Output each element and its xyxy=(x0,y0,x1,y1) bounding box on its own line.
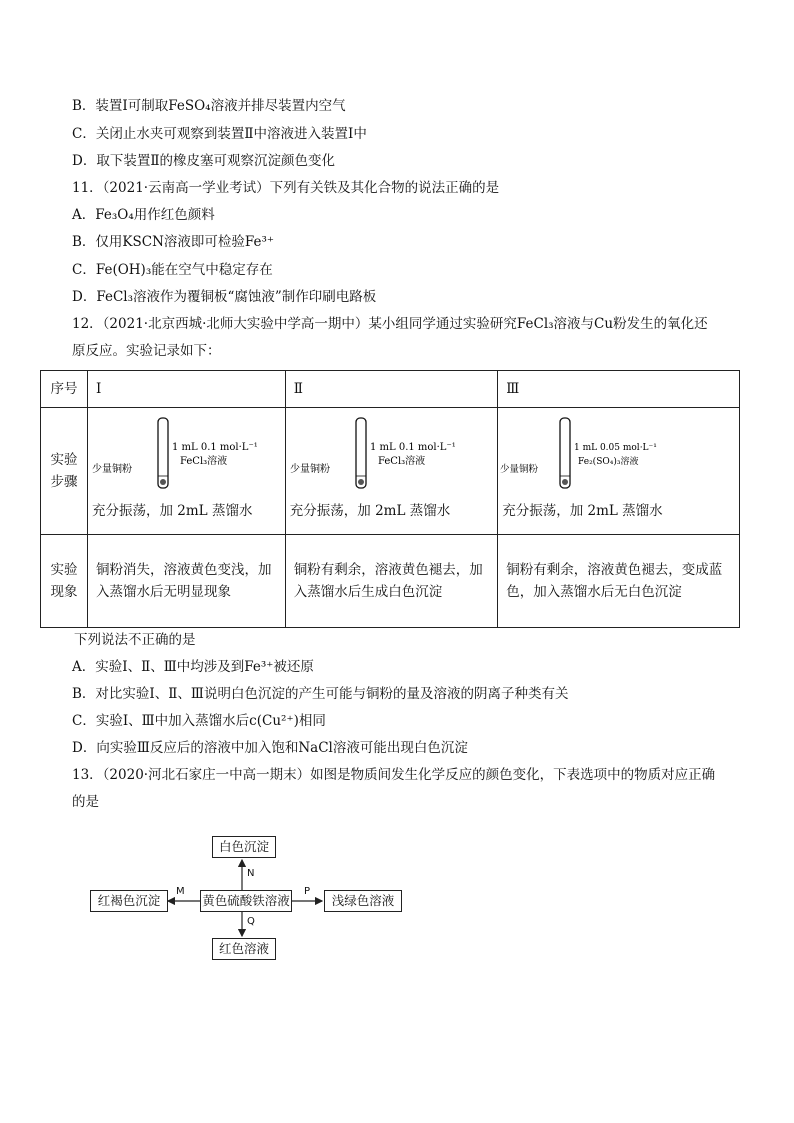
solution-label-2: 1 mL 0.1 mol·L⁻¹ xyxy=(369,442,456,453)
header-exp-1: Ⅰ xyxy=(88,371,286,408)
node-red-solution: 红色溶液 xyxy=(212,938,276,960)
label-m: M xyxy=(176,886,185,897)
label-n: N xyxy=(247,868,255,879)
solution-label-3: 1 mL 0.05 mol·L⁻¹ xyxy=(574,443,658,453)
reaction-diagram xyxy=(90,828,430,968)
solution-name-1: FeCl₃溶液 xyxy=(180,456,228,467)
question-12-option-d: D．向实验Ⅲ反应后的溶液中加入饱和NaCl溶液可能出现白色沉淀 xyxy=(72,740,468,756)
experiment-table xyxy=(40,370,740,628)
solution-name-2: FeCl₃溶液 xyxy=(377,456,425,467)
step-action-2: 充分振荡，加 2mL 蒸馏水 xyxy=(289,503,451,519)
question-12-prompt: 下列说法不正确的是 xyxy=(74,632,196,648)
question-12-option-a: A．实验Ⅰ、Ⅱ、Ⅲ中均涉及到Fe³⁺被还原 xyxy=(72,659,314,675)
header-index: 序号 xyxy=(41,371,88,408)
question-11-option-c: C．Fe(OH)₃能在空气中稳定存在 xyxy=(72,262,273,278)
question-13-stem-line2: 的是 xyxy=(72,794,99,810)
question-11-stem: 11．（2021·云南高一学业考试）下列有关铁及其化合物的说法正确的是 xyxy=(72,180,500,196)
table-row-observations xyxy=(41,535,740,628)
question-13-stem-line1: 13．（2020·河北石家庄一中高一期末）如图是物质间发生化学反应的颜色变化，下表选项中的物质对应正确 xyxy=(72,767,716,783)
step-action-3: 充分振荡，加 2mL 蒸馏水 xyxy=(502,503,663,519)
node-red-brown-precipitate: 红褐色沉淀 xyxy=(90,890,168,912)
option-b-previous: B．装置Ⅰ可制取FeSO₄溶液并排尽装置内空气 xyxy=(72,98,346,114)
table-row-steps xyxy=(41,408,740,535)
label-p: P xyxy=(304,886,311,897)
observation-cell-1: 铜粉消失，溶液黄色变浅，加入蒸馏水后无明显现象 xyxy=(88,535,286,628)
observations-label: 实验现象 xyxy=(41,535,88,628)
test-tube-icon xyxy=(88,408,310,498)
node-light-green-solution: 浅绿色溶液 xyxy=(324,890,402,912)
label-q: Q xyxy=(247,916,255,927)
header-exp-2: Ⅱ xyxy=(285,371,497,408)
table-header-row xyxy=(41,371,740,408)
powder-label-1: 少量铜粉 xyxy=(92,464,132,475)
question-12-stem-line1: 12．（2021·北京西城·北师大实验中学高一期中）某小组同学通过实验研究FeCl₃溶液与Cu粉发生的氧化还 xyxy=(72,316,708,332)
question-11-option-a: A．Fe₃O₄用作红色颜料 xyxy=(72,207,215,223)
header-exp-3: Ⅲ xyxy=(498,371,740,408)
node-white-precipitate: 白色沉淀 xyxy=(212,836,276,858)
option-d-previous: D．取下装置Ⅱ的橡皮塞可观察沉淀颜色变化 xyxy=(72,153,335,169)
solution-name-3: Fe₂(SO₄)₃溶液 xyxy=(578,457,639,467)
powder-label-3: 少量铜粉 xyxy=(500,464,539,475)
question-12-option-b: B．对比实验Ⅰ、Ⅱ、Ⅲ说明白色沉淀的产生可能与铜粉的量及溶液的阴离子种类有关 xyxy=(72,686,569,702)
steps-label: 实验步骤 xyxy=(41,408,88,535)
question-12-stem-line2: 原反应。实验记录如下： xyxy=(72,343,221,359)
step-cell-3 xyxy=(498,408,740,535)
step-cell-2 xyxy=(285,408,497,535)
step-action-1: 充分振荡，加 2mL 蒸馏水 xyxy=(92,503,253,519)
observation-cell-2: 铜粉有剩余，溶液黄色褪去，加入蒸馏水后生成白色沉淀 xyxy=(285,535,497,628)
question-12-option-c: C．实验Ⅰ、Ⅲ中加入蒸馏水后c(Cu²⁺)相同 xyxy=(72,713,326,729)
question-11-option-b: B．仅用KSCN溶液即可检验Fe³⁺ xyxy=(72,234,275,250)
option-c-previous: C．关闭止水夹可观察到装置Ⅱ中溶液进入装置Ⅰ中 xyxy=(72,126,367,142)
question-11-option-d: D．FeCl₃溶液作为覆铜板“腐蚀液”制作印刷电路板 xyxy=(72,289,377,305)
solution-label-1: 1 mL 0.1 mol·L⁻¹ xyxy=(172,442,258,453)
observation-cell-3: 铜粉有剩余，溶液黄色褪去，变成蓝色，加入蒸馏水后无白色沉淀 xyxy=(498,535,740,628)
step-cell-1 xyxy=(88,408,286,535)
test-tube-icon xyxy=(286,408,508,498)
node-ferric-sulfate: 黄色硫酸铁溶液 xyxy=(200,890,292,912)
powder-label-2: 少量铜粉 xyxy=(289,464,330,475)
test-tube-icon xyxy=(498,408,698,498)
